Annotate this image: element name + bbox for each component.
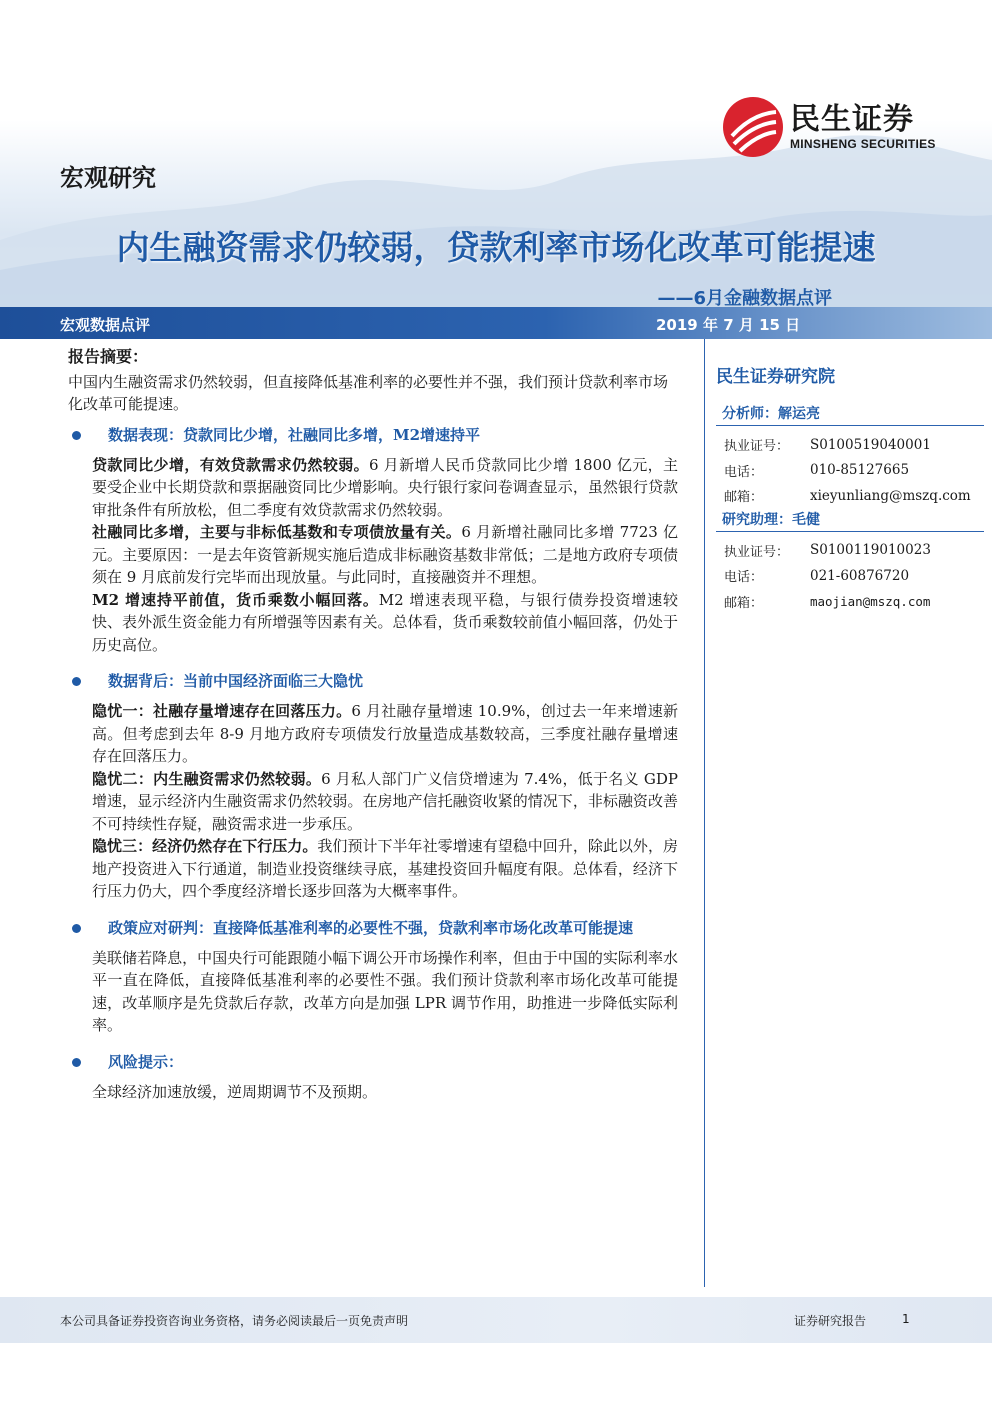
paragraph [92,1081,678,1104]
assistant-email-row [716,589,984,615]
info-value: S0100519040001 [810,436,931,453]
analyst-phone-row [716,458,984,484]
paragraph-lead: 隐忧二：内生融资需求仍然较弱。 [92,769,322,788]
institute-name: 民生证券研究院 [716,367,835,387]
info-label: 邮箱： [724,490,764,506]
title-banner [0,307,992,339]
paragraph-text: 6 月私人部门广义信贷增速为 7.4%，低于名义 GDP 增速，显示经济内生融资需求仍然较弱。在房地产信托融资收紧的情况下，非标融资改善不可持续性存疑，融资需求进一步承压。 [92,769,678,833]
info-label: 执业证号： [724,439,790,455]
paragraph-text: 6 月社融存量增速 10.9%，创过去一年来增速新高。但考虑到去年 8-9 月地方政府专项债发行放量造成基数较高，三季度社融存量增速存在回落压力。 [92,702,678,765]
paragraph [92,835,678,903]
abstract-title: 报告摘要： [68,347,149,366]
paragraph-text: 6 月新增社融同比多增 7723 亿元。主要原因：一是去年资管新规实施后造成非标融资基数非常低；二是地方政府专项债须在 9 月底前发行完毕而出现放量。与此同时，直接融资并不理想。 [92,523,678,586]
paragraph-lead: 隐忧一：社融存量增速存在回落压力。 [92,702,352,720]
assistant-heading: 研究助理：毛健 [716,509,984,532]
section-heading: 数据表现：贷款同比少增，社融同比多增，M2增速持平 [108,425,481,444]
report-title: 内生融资需求仍较弱，贷款利率市场化改革可能提速 [116,228,876,267]
section-hidden-worries [68,670,678,903]
disclaimer-note: 本公司具备证券投资咨询业务资格，请务必阅读最后一页免责声明 [60,1314,409,1328]
analyst-license-row [716,432,984,458]
analyst-heading: 分析师：解运亮 [716,403,984,426]
logo-chinese-name: 民生证券 [790,102,914,137]
paragraph-text: 全球经济加速放缓，逆周期调节不及预期。 [92,1082,378,1101]
assistant-license-row [716,538,984,564]
report-type-footer: 证券研究报告 [794,1314,867,1328]
page-footer [0,1297,992,1343]
section-policy-outlook [68,917,678,1037]
report-type-label: 宏观数据点评 [60,316,151,334]
page-number: 1 [902,1312,910,1326]
bullet-icon [72,1058,81,1067]
bullet-icon [72,924,81,933]
logo-mark-icon [722,96,784,158]
report-category: 宏观研究 [60,164,156,192]
paragraph-text: 我们预计下半年社零增速有望稳中回升，除此以外，房地产投资进入下行通道，制造业投资继续寻底，基建投资回升幅度有限。总体看，经济下行压力仍大，四个季度经济增长逐步回落为大概率事件。 [92,837,678,900]
paragraph [92,700,678,768]
paragraph [92,947,678,1037]
section-heading: 数据背后：当前中国经济面临三大隐忧 [108,672,364,690]
report-subtitle: ——6月金融数据点评 [657,288,832,309]
section-data-performance [68,424,678,657]
email-link[interactable]: maojian@mszq.com [810,593,931,609]
info-label: 邮箱： [724,595,764,611]
bullet-icon [72,677,81,686]
paragraph-lead: 隐忧三：经济仍然存在下行压力。 [92,837,318,855]
analyst-email-row [716,483,984,509]
section-heading: 风险提示： [108,1052,184,1071]
summary-column [68,346,678,1103]
logo-english-name: MINSHENG SECURITIES [790,137,936,151]
paragraph [92,521,678,589]
info-label: 电话： [724,464,764,480]
info-label: 电话： [724,570,764,586]
paragraph-lead: 社融同比多增，主要与非标低基数和专项债放量有关。 [92,523,462,541]
paragraph-lead: M2 增速持平前值，货币乘数小幅回落。 [92,590,379,609]
info-value: 010-85127665 [810,462,910,479]
info-label: 执业证号： [724,544,790,560]
info-value: 021-60876720 [810,567,910,584]
report-date: 2019 年 7 月 15 日 [656,316,801,334]
author-sidebar [716,362,984,614]
paragraph-text: 美联储若降息，中国央行可能跟随小幅下调公开市场操作利率，但由于中国的实际利率水平一直在降低，直接降低基准利率的必要性不强。我们预计贷款利率市场化改革可能提速，改革顺序是先贷款后存款，改革方向是加强 LPR 调节作用，助推进一步降低实际利率。 [92,948,678,1034]
bullet-icon [72,431,81,440]
paragraph-text: M2 增速表现平稳，与银行债券投资增速较快、表外派生资金能力有所增强等因素有关。总体看，货币乘数较前值小幅回落，仍处于历史高位。 [92,590,678,654]
section-risk-warning [68,1051,678,1104]
abstract-text: 中国内生融资需求仍然较弱，但直接降低基准利率的必要性并不强，我们预计贷款利率市场化改革可能提速。 [68,372,669,413]
info-value: S0100119010023 [810,542,931,559]
paragraph-text: 6 月新增人民币贷款同比少增 1800 亿元，主要受企业中长期贷款和票据融资同比少增影响。央行银行家问卷调查显示，虽然银行贷款审批条件有所放松，但二季度有效贷款需求仍然较弱。 [92,455,678,519]
company-logo [722,96,936,158]
paragraph [92,454,678,522]
column-divider [704,339,705,1287]
assistant-phone-row [716,563,984,589]
email-link[interactable]: xieyunliang@mszq.com [810,487,971,504]
paragraph [92,589,678,657]
paragraph [92,768,678,836]
paragraph-lead: 贷款同比少增，有效贷款需求仍然较弱。 [92,455,369,474]
section-heading: 政策应对研判：直接降低基准利率的必要性不强，贷款利率市场化改革可能提速 [108,918,634,937]
